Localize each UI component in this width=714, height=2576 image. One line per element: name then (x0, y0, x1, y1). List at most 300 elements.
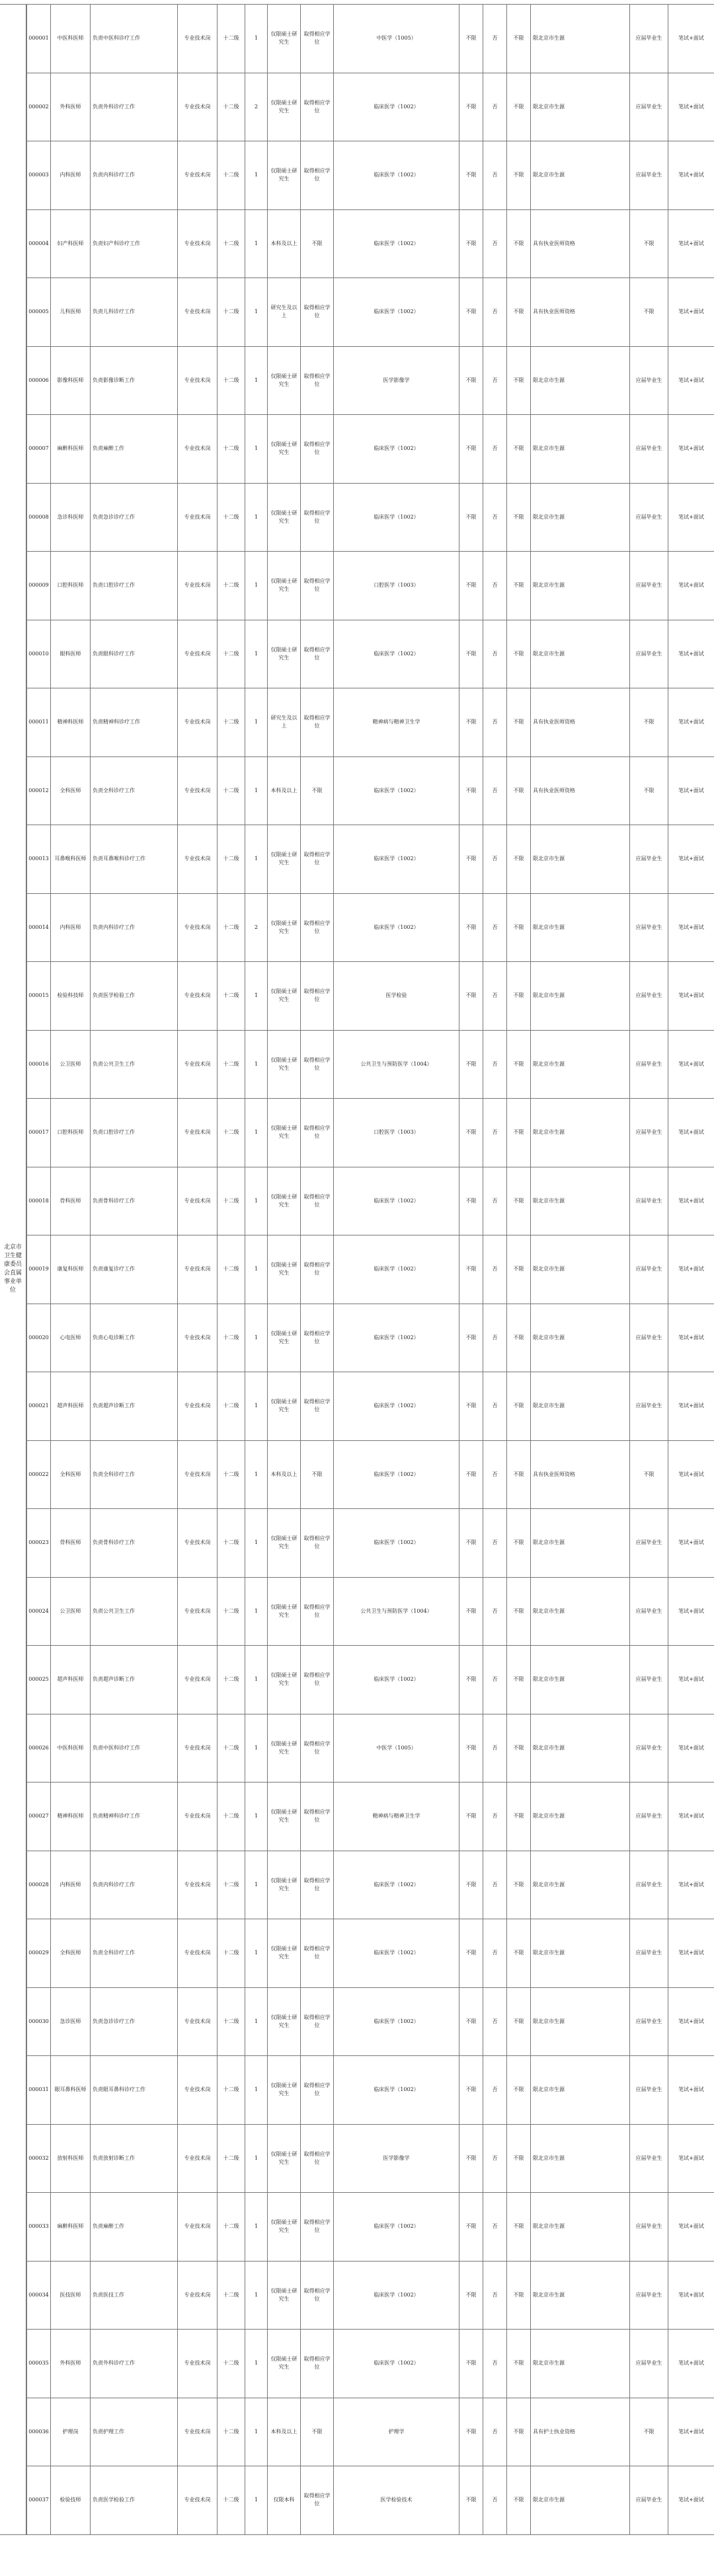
cell-edu: 仅限硕士研究生 (267, 2193, 300, 2261)
cell-dept: 儿科医师 (50, 278, 90, 346)
cell-type: 不限 (459, 1578, 483, 1646)
cell-exam: 笔试+面试 (668, 1031, 714, 1099)
cell-type: 不限 (459, 1099, 483, 1167)
cell-code: 000036 (26, 2398, 50, 2466)
cell-code: 000035 (26, 2330, 50, 2398)
cell-age: 否 (483, 1167, 506, 1235)
cell-duty: 负责全科诊疗工作 (90, 1919, 177, 1987)
table-row (0, 346, 714, 415)
cell-count: 1 (245, 1509, 267, 1577)
table-bottom-border (0, 2534, 714, 2535)
cell-type: 不限 (459, 1646, 483, 1714)
cell-cond: 限北京市生源 (530, 1714, 629, 1783)
cell-duty: 负责全科诊疗工作 (90, 1441, 177, 1509)
cell-exam: 笔试+面试 (668, 1714, 714, 1783)
cell-level: 十二级 (217, 620, 245, 688)
cell-dept: 中医科医师 (50, 1714, 90, 1783)
cell-count: 1 (245, 1646, 267, 1714)
cell-code: 000007 (26, 415, 50, 483)
cell-level: 十二级 (217, 347, 245, 415)
cell-cond: 限北京市生源 (530, 2262, 629, 2330)
cell-type: 不限 (459, 688, 483, 756)
cell-other: 不限 (506, 2398, 530, 2466)
cell-dept: 妇产科医师 (50, 210, 90, 278)
cell-age: 否 (483, 2262, 506, 2330)
cell-major: 临床医学（1002） (333, 894, 459, 962)
cell-cat: 专业技术岗 (177, 620, 217, 688)
cell-dept: 中医科医师 (50, 5, 90, 73)
cell-exam: 笔试+面试 (668, 1167, 714, 1235)
cell-duty: 负责精神科诊疗工作 (90, 1783, 177, 1851)
cell-dept: 口腔科医师 (50, 1099, 90, 1167)
cell-type: 不限 (459, 210, 483, 278)
cell-other: 不限 (506, 1372, 530, 1440)
cell-edu: 仅限硕士研究生 (267, 347, 300, 415)
cell-dept: 公卫医师 (50, 1031, 90, 1099)
cell-rank: 应届毕业生 (629, 484, 668, 552)
cell-other: 不限 (506, 894, 530, 962)
cell-level: 十二级 (217, 5, 245, 73)
cell-major: 中医学（1005） (333, 5, 459, 73)
cell-dept: 口腔科医师 (50, 552, 90, 620)
cell-code: 000024 (26, 1578, 50, 1646)
cell-code: 000005 (26, 278, 50, 346)
cell-edu: 仅限硕士研究生 (267, 620, 300, 688)
cell-cat: 专业技术岗 (177, 757, 217, 825)
cell-duty: 负责口腔诊疗工作 (90, 552, 177, 620)
cell-degree: 取得相应学位 (300, 1167, 333, 1235)
cell-code: 000028 (26, 1851, 50, 1919)
cell-type: 不限 (459, 1372, 483, 1440)
cell-type: 不限 (459, 5, 483, 73)
cell-cat: 专业技术岗 (177, 894, 217, 962)
cell-level: 十二级 (217, 1714, 245, 1783)
cell-age: 否 (483, 2466, 506, 2534)
cell-count: 1 (245, 620, 267, 688)
cell-exam: 笔试+面试 (668, 347, 714, 415)
cell-major: 临床医学（1002） (333, 2193, 459, 2261)
cell-cond: 限北京市生源 (530, 1988, 629, 2056)
cell-level: 十二级 (217, 894, 245, 962)
cell-age: 否 (483, 347, 506, 415)
cell-type: 不限 (459, 278, 483, 346)
cell-dept: 检验科技师 (50, 962, 90, 1030)
cell-type: 不限 (459, 73, 483, 141)
cell-other: 不限 (506, 73, 530, 141)
cell-degree: 取得相应学位 (300, 894, 333, 962)
cell-major: 医学检验 (333, 962, 459, 1030)
cell-level: 十二级 (217, 825, 245, 893)
cell-dept: 耳鼻喉科医师 (50, 825, 90, 893)
cell-type: 不限 (459, 1783, 483, 1851)
cell-code: 000027 (26, 1783, 50, 1851)
table-row (0, 483, 714, 552)
cell-age: 否 (483, 1988, 506, 2056)
merged-unit-name-cell: 北京市卫生健康委员会直属事业单位 (0, 4, 26, 2534)
cell-exam: 笔试+面试 (668, 1919, 714, 1987)
cell-type: 不限 (459, 825, 483, 893)
cell-rank: 应届毕业生 (629, 347, 668, 415)
cell-duty: 负责骨科诊疗工作 (90, 1167, 177, 1235)
cell-major: 临床医学（1002） (333, 1235, 459, 1304)
cell-degree: 取得相应学位 (300, 1919, 333, 1987)
cell-cat: 专业技术岗 (177, 1099, 217, 1167)
cell-edu: 仅限硕士研究生 (267, 73, 300, 141)
cell-type: 不限 (459, 415, 483, 483)
cell-age: 否 (483, 757, 506, 825)
cell-other: 不限 (506, 1646, 530, 1714)
cell-degree: 取得相应学位 (300, 2056, 333, 2124)
cell-exam: 笔试+面试 (668, 1372, 714, 1440)
cell-code: 000013 (26, 825, 50, 893)
cell-degree: 取得相应学位 (300, 484, 333, 552)
cell-exam: 笔试+面试 (668, 73, 714, 141)
cell-major: 精神病与精神卫生学 (333, 688, 459, 756)
cell-rank: 应届毕业生 (629, 1167, 668, 1235)
cell-age: 否 (483, 552, 506, 620)
cell-code: 000031 (26, 2056, 50, 2124)
cell-code: 000003 (26, 141, 50, 209)
cell-major: 临床医学（1002） (333, 2056, 459, 2124)
cell-other: 不限 (506, 1851, 530, 1919)
cell-other: 不限 (506, 2466, 530, 2534)
cell-major: 临床医学（1002） (333, 1851, 459, 1919)
cell-count: 1 (245, 757, 267, 825)
cell-degree: 取得相应学位 (300, 2330, 333, 2398)
table-row (0, 2466, 714, 2534)
cell-cat: 专业技术岗 (177, 2330, 217, 2398)
cell-cat: 专业技术岗 (177, 688, 217, 756)
cell-exam: 笔试+面试 (668, 688, 714, 756)
cell-level: 十二级 (217, 1851, 245, 1919)
cell-other: 不限 (506, 1919, 530, 1987)
cell-duty: 负责精神科诊疗工作 (90, 688, 177, 756)
cell-code: 000030 (26, 1988, 50, 2056)
cell-level: 十二级 (217, 1304, 245, 1372)
cell-edu: 仅限本科 (267, 2466, 300, 2534)
cell-dept: 公卫医师 (50, 1578, 90, 1646)
cell-level: 十二级 (217, 2330, 245, 2398)
cell-type: 不限 (459, 962, 483, 1030)
cell-duty: 负责内科诊疗工作 (90, 1851, 177, 1919)
cell-exam: 笔试+面试 (668, 620, 714, 688)
cell-code: 000009 (26, 552, 50, 620)
cell-level: 十二级 (217, 1919, 245, 1987)
table-row (0, 2192, 714, 2261)
cell-type: 不限 (459, 1167, 483, 1235)
cell-level: 十二级 (217, 1235, 245, 1304)
cell-level: 十二级 (217, 415, 245, 483)
cell-duty: 负责口腔诊疗工作 (90, 1099, 177, 1167)
cell-degree: 取得相应学位 (300, 1646, 333, 1714)
cell-cat: 专业技术岗 (177, 1646, 217, 1714)
cell-code: 000019 (26, 1235, 50, 1304)
cell-duty: 负责医技工作 (90, 2262, 177, 2330)
cell-type: 不限 (459, 2398, 483, 2466)
cell-cat: 专业技术岗 (177, 73, 217, 141)
cell-dept: 内科医师 (50, 1851, 90, 1919)
cell-degree: 取得相应学位 (300, 1851, 333, 1919)
cell-age: 否 (483, 278, 506, 346)
cell-age: 否 (483, 1851, 506, 1919)
cell-count: 1 (245, 1578, 267, 1646)
cell-major: 临床医学（1002） (333, 1441, 459, 1509)
cell-major: 口腔医学（1003） (333, 1099, 459, 1167)
cell-code: 000017 (26, 1099, 50, 1167)
cell-exam: 笔试+面试 (668, 141, 714, 209)
cell-edu: 本科及以上 (267, 1441, 300, 1509)
cell-code: 000021 (26, 1372, 50, 1440)
cell-edu: 仅限硕士研究生 (267, 552, 300, 620)
cell-duty: 负责麻醉工作 (90, 415, 177, 483)
cell-age: 否 (483, 415, 506, 483)
cell-cat: 专业技术岗 (177, 1714, 217, 1783)
cell-code: 000004 (26, 210, 50, 278)
cell-rank: 应届毕业生 (629, 1851, 668, 1919)
cell-rank: 不限 (629, 2398, 668, 2466)
cell-cond: 限北京市生源 (530, 1304, 629, 1372)
cell-edu: 仅限硕士研究生 (267, 962, 300, 1030)
table-row (0, 277, 714, 346)
cell-cat: 专业技术岗 (177, 2466, 217, 2534)
cell-code: 000020 (26, 1304, 50, 1372)
cell-rank: 应届毕业生 (629, 2262, 668, 2330)
cell-exam: 笔试+面试 (668, 484, 714, 552)
table-row (0, 551, 714, 620)
cell-age: 否 (483, 2056, 506, 2124)
cell-rank: 应届毕业生 (629, 825, 668, 893)
cell-level: 十二级 (217, 2262, 245, 2330)
cell-code: 000026 (26, 1714, 50, 1783)
cell-exam: 笔试+面试 (668, 1578, 714, 1646)
cell-age: 否 (483, 484, 506, 552)
cell-rank: 应届毕业生 (629, 1031, 668, 1099)
cell-age: 否 (483, 73, 506, 141)
cell-major: 临床医学（1002） (333, 141, 459, 209)
cell-edu: 仅限硕士研究生 (267, 1235, 300, 1304)
cell-level: 十二级 (217, 210, 245, 278)
table-row (0, 2261, 714, 2330)
cell-dept: 超声科医师 (50, 1372, 90, 1440)
cell-cond: 限北京市生源 (530, 1509, 629, 1577)
cell-dept: 骨科医师 (50, 1167, 90, 1235)
cell-degree: 取得相应学位 (300, 1031, 333, 1099)
cell-rank: 不限 (629, 210, 668, 278)
cell-count: 1 (245, 5, 267, 73)
cell-type: 不限 (459, 1714, 483, 1783)
cell-other: 不限 (506, 1099, 530, 1167)
cell-age: 否 (483, 1578, 506, 1646)
cell-cat: 专业技术岗 (177, 415, 217, 483)
cell-degree: 取得相应学位 (300, 1509, 333, 1577)
cell-cat: 专业技术岗 (177, 1304, 217, 1372)
cell-cond: 限北京市生源 (530, 347, 629, 415)
cell-cat: 专业技术岗 (177, 1851, 217, 1919)
cell-duty: 负责康复诊疗工作 (90, 1235, 177, 1304)
cell-degree: 取得相应学位 (300, 688, 333, 756)
table-row (0, 1440, 714, 1509)
cell-exam: 笔试+面试 (668, 1851, 714, 1919)
cell-code: 000022 (26, 1441, 50, 1509)
cell-other: 不限 (506, 141, 530, 209)
cell-code: 000023 (26, 1509, 50, 1577)
cell-age: 否 (483, 688, 506, 756)
cell-major: 临床医学（1002） (333, 415, 459, 483)
cell-cond: 限北京市生源 (530, 962, 629, 1030)
cell-cat: 专业技术岗 (177, 552, 217, 620)
cell-major: 临床医学（1002） (333, 620, 459, 688)
cell-type: 不限 (459, 141, 483, 209)
cell-level: 十二级 (217, 73, 245, 141)
cell-type: 不限 (459, 2056, 483, 2124)
cell-level: 十二级 (217, 757, 245, 825)
cell-duty: 负责放射诊断工作 (90, 2125, 177, 2193)
cell-major: 临床医学（1002） (333, 484, 459, 552)
cell-count: 1 (245, 1031, 267, 1099)
cell-level: 十二级 (217, 1372, 245, 1440)
cell-dept: 检验技师 (50, 2466, 90, 2534)
cell-count: 2 (245, 73, 267, 141)
cell-duty: 负责影像诊断工作 (90, 347, 177, 415)
cell-edu: 仅限硕士研究生 (267, 2262, 300, 2330)
cell-cond: 具有护士执业资格 (530, 2398, 629, 2466)
cell-cond: 限北京市生源 (530, 2466, 629, 2534)
table-row (0, 414, 714, 483)
cell-degree: 不限 (300, 1441, 333, 1509)
cell-edu: 仅限硕士研究生 (267, 1099, 300, 1167)
cell-count: 1 (245, 278, 267, 346)
cell-degree: 取得相应学位 (300, 5, 333, 73)
table-row (0, 961, 714, 1030)
cell-cat: 专业技术岗 (177, 1372, 217, 1440)
table-row (0, 2124, 714, 2193)
cell-other: 不限 (506, 1509, 530, 1577)
cell-cat: 专业技术岗 (177, 1988, 217, 2056)
cell-dept: 康复科医师 (50, 1235, 90, 1304)
cell-degree: 取得相应学位 (300, 1235, 333, 1304)
cell-degree: 取得相应学位 (300, 2193, 333, 2261)
cell-cat: 专业技术岗 (177, 2056, 217, 2124)
cell-duty: 负责中医科诊疗工作 (90, 5, 177, 73)
cell-other: 不限 (506, 1031, 530, 1099)
cell-rank: 应届毕业生 (629, 1578, 668, 1646)
cell-code: 000029 (26, 1919, 50, 1987)
table-row (0, 1372, 714, 1440)
cell-dept: 精神科医师 (50, 1783, 90, 1851)
cell-edu: 仅限硕士研究生 (267, 5, 300, 73)
cell-cat: 专业技术岗 (177, 2125, 217, 2193)
cell-major: 临床医学（1002） (333, 825, 459, 893)
cell-exam: 笔试+面试 (668, 2262, 714, 2330)
cell-duty: 负责中医科诊疗工作 (90, 1714, 177, 1783)
cell-other: 不限 (506, 552, 530, 620)
cell-code: 000010 (26, 620, 50, 688)
table-row (0, 1987, 714, 2056)
cell-other: 不限 (506, 1167, 530, 1235)
cell-degree: 取得相应学位 (300, 2125, 333, 2193)
cell-other: 不限 (506, 278, 530, 346)
cell-level: 十二级 (217, 688, 245, 756)
cell-age: 否 (483, 1646, 506, 1714)
cell-other: 不限 (506, 1783, 530, 1851)
cell-cond: 限北京市生源 (530, 1783, 629, 1851)
cell-major: 临床医学（1002） (333, 210, 459, 278)
cell-exam: 笔试+面试 (668, 2466, 714, 2534)
cell-cat: 专业技术岗 (177, 825, 217, 893)
cell-cat: 专业技术岗 (177, 278, 217, 346)
cell-major: 医学影像学 (333, 2125, 459, 2193)
cell-age: 否 (483, 1919, 506, 1987)
cell-duty: 负责超声诊断工作 (90, 1372, 177, 1440)
cell-cond: 限北京市生源 (530, 1646, 629, 1714)
cell-age: 否 (483, 1235, 506, 1304)
cell-other: 不限 (506, 688, 530, 756)
cell-type: 不限 (459, 1851, 483, 1919)
cell-rank: 应届毕业生 (629, 1919, 668, 1987)
cell-edu: 研究生及以上 (267, 278, 300, 346)
cell-edu: 本科及以上 (267, 757, 300, 825)
cell-other: 不限 (506, 5, 530, 73)
cell-code: 000025 (26, 1646, 50, 1714)
cell-count: 1 (245, 2056, 267, 2124)
cell-dept: 心电医师 (50, 1304, 90, 1372)
cell-other: 不限 (506, 484, 530, 552)
cell-count: 1 (245, 1099, 267, 1167)
cell-degree: 取得相应学位 (300, 552, 333, 620)
cell-age: 否 (483, 1441, 506, 1509)
cell-degree: 取得相应学位 (300, 1988, 333, 2056)
cell-rank: 应届毕业生 (629, 962, 668, 1030)
cell-type: 不限 (459, 757, 483, 825)
cell-rank: 不限 (629, 1441, 668, 1509)
cell-cat: 专业技术岗 (177, 1235, 217, 1304)
cell-count: 1 (245, 1919, 267, 1987)
cell-type: 不限 (459, 1919, 483, 1987)
cell-other: 不限 (506, 2125, 530, 2193)
cell-age: 否 (483, 2193, 506, 2261)
cell-rank: 应届毕业生 (629, 894, 668, 962)
cell-other: 不限 (506, 347, 530, 415)
cell-edu: 仅限硕士研究生 (267, 484, 300, 552)
cell-rank: 应届毕业生 (629, 1988, 668, 2056)
cell-duty: 负责外科诊疗工作 (90, 73, 177, 141)
cell-edu: 仅限硕士研究生 (267, 1031, 300, 1099)
cell-age: 否 (483, 141, 506, 209)
cell-dept: 放射科医师 (50, 2125, 90, 2193)
cell-age: 否 (483, 962, 506, 1030)
cell-degree: 取得相应学位 (300, 825, 333, 893)
cell-other: 不限 (506, 1304, 530, 1372)
cell-cond: 限北京市生源 (530, 894, 629, 962)
cell-duty: 负责骨科诊疗工作 (90, 1509, 177, 1577)
cell-count: 1 (245, 1714, 267, 1783)
cell-major: 临床医学（1002） (333, 757, 459, 825)
table-row (0, 1714, 714, 1783)
cell-exam: 笔试+面试 (668, 1783, 714, 1851)
cell-dept: 眼科医师 (50, 620, 90, 688)
cell-type: 不限 (459, 620, 483, 688)
cell-duty: 负责心电诊断工作 (90, 1304, 177, 1372)
cell-cond: 限北京市生源 (530, 1235, 629, 1304)
cell-rank: 应届毕业生 (629, 552, 668, 620)
cell-type: 不限 (459, 1988, 483, 2056)
cell-type: 不限 (459, 1441, 483, 1509)
cell-type: 不限 (459, 2466, 483, 2534)
cell-cond: 限北京市生源 (530, 73, 629, 141)
cell-cat: 专业技术岗 (177, 2193, 217, 2261)
cell-level: 十二级 (217, 1783, 245, 1851)
cell-code: 000008 (26, 484, 50, 552)
